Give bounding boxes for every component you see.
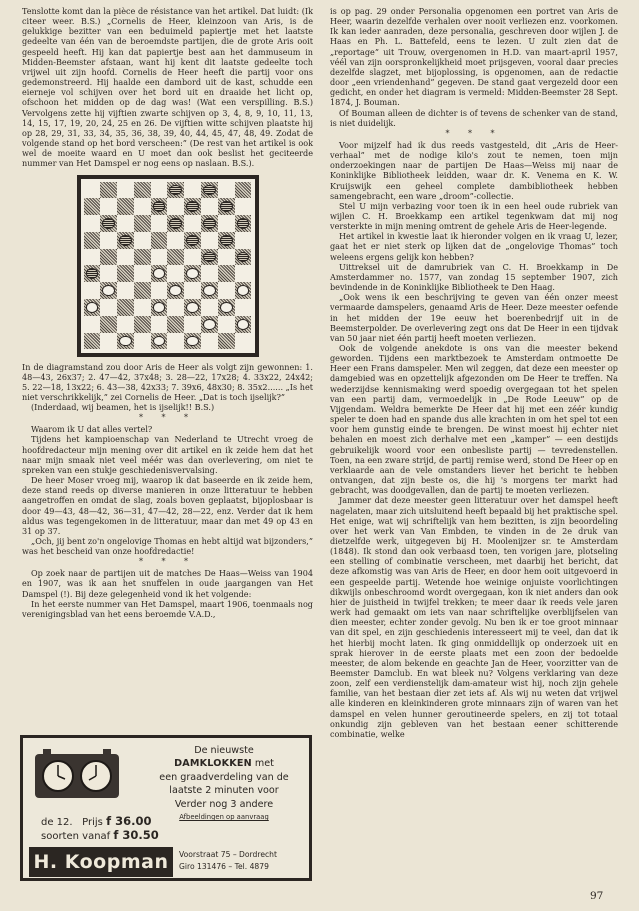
dark-square <box>184 299 201 316</box>
paragraph: Voor mijzelf had ik dus reeds vastgesteld, dit „Aris de Heer-verhaal” met de nodige kilo's zout te nemen, toen mijn onderzoekingen naar de partijen De Haas—Weiss mij naar de Koninklijke Bibliotheek leidden, waar dr. K. Venema en K. W. Kruijswijk een geheel complete dambibliotheek hebben samengebracht, een ware „droom”-collectie. <box>330 139 618 201</box>
light-square <box>84 316 101 333</box>
light-square <box>167 265 184 282</box>
black-piece <box>237 218 250 229</box>
ad-headline: DAMKLOKKEN <box>174 758 252 770</box>
black-piece <box>237 252 250 263</box>
black-piece <box>186 235 199 246</box>
white-piece <box>102 285 115 296</box>
white-piece <box>169 285 182 296</box>
dark-square <box>167 182 184 199</box>
dark-square <box>235 249 252 266</box>
light-square <box>117 249 134 266</box>
dark-square <box>218 198 235 215</box>
section-divider: * * * <box>138 413 197 423</box>
light-square <box>100 232 117 249</box>
white-piece <box>203 319 216 330</box>
paragraph: Of Bouman alleen de dichter is of tevens de schenker van de stand, is niet duidelijk. <box>330 107 618 128</box>
dark-square <box>134 316 151 333</box>
light-square <box>167 232 184 249</box>
ad-note: Afbeeldingen op aanvraag <box>179 813 269 822</box>
paragraph: (Inderdaad, wij beamen, het is ijselijk!! B.S.) <box>31 402 215 413</box>
light-square <box>184 282 201 299</box>
dark-square <box>84 299 101 316</box>
dark-square <box>117 198 134 215</box>
paragraph: Waarom ik U dat alles vertel? <box>31 424 153 435</box>
dark-square <box>235 182 252 199</box>
ad-address: Voorstraat 75 – Dordrecht Giro 131476 – Tel. 4879 <box>179 850 277 871</box>
dark-square <box>218 265 235 282</box>
light-square <box>134 265 151 282</box>
price-value: f 36.00 <box>106 814 152 828</box>
dark-square <box>117 232 134 249</box>
ad-line: Verder nog 3 andere <box>174 798 274 810</box>
ad-line: laatste 2 minuten voor <box>169 785 279 797</box>
light-square <box>235 299 252 316</box>
dark-square <box>201 182 218 199</box>
paragraph: Tenslotte komt dan la pièce de résistance van het artikel. Dat luidt: (Ik citeer weer. B.S.) „Cornelis de Heer, kleinzoon van Aris, is de gelukkige bezitter van een beduimeld papiertje met het laatste gedeelte van één van de beroemdste partijen, die de grote Aris ooit gespeeld heeft. Hij kan dat papiertje best aan het dammuseum in Midden-Beemster afstaan, want hij kent dit laatste gedeelte toch vrijwel uit zijn hoofd. Cornelis de Heer heeft die partij voor ons gedemonstreerd. Hij haalde een dambord uit de kast, schudde een eierneje vol schijven over het bord uit en draaide het licht op, ofschoon het midden op de dag was! (Wat een verspilling. B.S.) Vervolgens zette hij vijftien zwarte schijven op 3, 4, 8, 9, 10, 11, 13, 14, 15, 17, 19, 20, 24, 25 en 26. De vijftien witte schijven plaatste hij op 28, 29, 31, 33, 34, 35, 36, 38, 39, 40, 44, 45, 47, 48, 49. Zodat de volgende stand op het bord verscheen:” (De rest van het artikel is ook wel de moeite waard en U moet dan ook beslist het geciteerde nummer van Het Damspel er nog eens op naslaan. B.S.). <box>22 6 313 169</box>
dark-square <box>100 182 117 199</box>
dark-square <box>218 299 235 316</box>
light-square <box>218 282 235 299</box>
section-divider: * * * <box>138 557 197 567</box>
white-piece <box>203 285 216 296</box>
left-column <box>22 6 313 619</box>
dark-square <box>84 232 101 249</box>
paragraph: In de diagramstand zou door Aris de Heer als volgt zijn gewonnen: 1. 48—43, 26x37; 2. 47—42, 37x48; 3. 28—22, 17x28; 4. 33x22, 24x42; 5. 22—18, 13x22; 6. 43—38, 42x33; 7. 39x6, 48x30; 8. 35x2...... „Is het niet verschrikkelijk,” zei Cornelis de Heer. „Dat is toch ijselijk?” <box>22 361 313 402</box>
light-square <box>184 249 201 266</box>
light-square <box>201 333 218 350</box>
light-square <box>167 299 184 316</box>
light-square <box>201 198 218 215</box>
light-square <box>201 232 218 249</box>
paragraph: Ook de volgende anekdote is ons van die meester bekend geworden. Tijdens een marktbezoek te Amsterdam ontmoette De Heer een Frans damspeler. Men wil zeggen, dat deze een meester op damgebied was en opzettelijk afgezonden om De Heer te treffen. Na wederzijdse kennismaking werd spoedig overgegaan tot het spelen van een partij dam, vermoedelijk in „De Rode Leeuw” op de Vijgendam. Weldra bemerkte De Heer dat hij met een zéér kundig speler te doen had en spande dus alle krachten in om het spel tot een voor hem gunstig einde te brengen. De winst moest hij echter niet behalen en moest zich derhalve met een „kamper” — een destijds gebruikelijk woord voor een onbesliste partij — tevredenstellen. Toen, na een zware strijd, de partij remise werd, stond De Heer op en verklaarde aan de vele omstanders liever het bericht te hebben ontvangen, dat zijn beste os, die hij 's morgens ter markt had gebracht, was doodgevallen, dan de partij te moeten verliezen. <box>330 343 618 496</box>
dark-square <box>201 215 218 232</box>
black-piece <box>203 218 216 229</box>
dark-square <box>117 299 134 316</box>
light-square <box>167 333 184 350</box>
paragraph: Tijdens het kampioenschap van Nederland te Utrecht vroeg de hoofdredacteur mijn mening over dit artikel en ik zeide hem dat het naar mijn smaak niet veel méér was dan overlevering, om niet te spreken van een stukje geschiedenisvervalsing. <box>22 434 313 475</box>
light-square <box>218 316 235 333</box>
chess-clock-icon <box>33 748 121 800</box>
paragraph: „Och, jij bent zo'n ongelovige Thomas en hebt altijd wat bijzonders,” was het bescheid van onze hoofdredactie! <box>22 536 314 557</box>
price-value: f 30.50 <box>113 828 159 842</box>
dark-square <box>151 333 168 350</box>
black-piece <box>169 185 182 196</box>
light-square <box>151 282 168 299</box>
paragraph: Stel U mijn verbazing voor toen ik in een heel oude rubriek van wijlen C. H. Broekkamp een artikel tegenkwam dat mij nog versterkte in mijn mening omtrent de gehele Aris de Heer-legende. <box>330 200 618 232</box>
paragraph: De heer Moser vroeg mij, waarop ik dat baseerde en ik zeide hem, deze stand reeds op diverse manieren in onze litteratuur te hebben aangetroffen en omdat de slag, zoals boven geplaatst, bijoplosbaar is door 49—43, 48—42, 36—31, 47—42, 28—22, enz. Verder dat ik hem aldus was tegengekomen in de litteratuur, maar dan met 49 op 43 en 31 op 37. <box>22 475 313 536</box>
paragraph: In het eerste nummer van Het Damspel, maart 1906, toenmaals nog verenigingsblad van het eens beroemde V.A.D., <box>22 598 313 619</box>
dark-square <box>100 249 117 266</box>
black-piece <box>102 218 115 229</box>
light-square <box>151 215 168 232</box>
paragraph: „Ook wens ik een beschrijving te geven van één onzer meest vermaarde damspelers, genaamd Aris de Heer. Deze meester oefende in het midden der 19e eeuw het boerenbedrijf uit in de Beemsterpolder. De overlevering zegt ons dat De Heer in een tijdvak van 50 jaar niet één partij heeft moeten verliezen. <box>330 292 618 343</box>
right-column <box>330 6 618 739</box>
dark-square <box>151 299 168 316</box>
white-piece <box>86 302 99 313</box>
white-piece <box>220 302 233 313</box>
light-square <box>184 215 201 232</box>
black-piece <box>203 185 216 196</box>
light-square <box>151 182 168 199</box>
light-square <box>235 232 252 249</box>
dark-square <box>151 198 168 215</box>
dark-square <box>218 232 235 249</box>
light-square <box>117 316 134 333</box>
light-square <box>84 182 101 199</box>
black-piece <box>220 235 233 246</box>
light-square <box>201 265 218 282</box>
paragraph: Uittreksel uit de damrubriek van C. H. Broekkamp in De Amsterdammer no. 1577, van zondag 15 september 1907, zich bevindende in de Koninklijke Bibliotheek te Den Haag. <box>330 261 618 293</box>
dark-square <box>184 198 201 215</box>
section-divider: * * * <box>445 128 503 138</box>
dark-square <box>134 249 151 266</box>
light-square <box>134 198 151 215</box>
dark-square <box>235 282 252 299</box>
white-piece <box>186 336 199 347</box>
dark-square <box>100 215 117 232</box>
white-piece <box>119 336 132 347</box>
light-square <box>134 232 151 249</box>
light-square <box>100 299 117 316</box>
dark-square <box>117 265 134 282</box>
light-square <box>151 316 168 333</box>
light-square <box>235 333 252 350</box>
light-square <box>167 198 184 215</box>
black-piece <box>119 235 132 246</box>
dark-square <box>134 282 151 299</box>
dark-square <box>167 316 184 333</box>
black-piece <box>153 201 166 212</box>
light-square <box>218 215 235 232</box>
ad-line: een graadverdeling van de <box>159 771 289 783</box>
ad-line: De nieuwste <box>194 745 254 756</box>
light-square <box>117 215 134 232</box>
dark-square <box>100 282 117 299</box>
light-square <box>134 333 151 350</box>
dark-square <box>201 282 218 299</box>
dark-square <box>184 232 201 249</box>
light-square <box>84 249 101 266</box>
dark-square <box>167 215 184 232</box>
paragraph: Het artikel in kwestie laat ik hieronder volgen en ik vraag U, lezer, gaat het er niet sterk op lijken dat de „ongelovige Thomas” toch weleens ergens gelijk kon hebben? <box>330 231 618 262</box>
light-square <box>151 249 168 266</box>
checkers-diagram <box>22 175 313 357</box>
dark-square <box>201 249 218 266</box>
paragraph: is op pag. 29 onder Personalia opgenomen een portret van Aris de Heer, waarin dezelfde verhalen over nooit verliezen enz. voorkomen. Ik kan ieder aanraden, deze personalia, geschreven door wijlen J. de Haas en Ph. L. Battefeld, eens te lezen. U zult zien dat de „reportage” uit Trouw, overgenomen in H.D. van maart-april 1957, véél van zijn oorspronkelijkheid moet prijsgeven, vooral daar precies dezelfde slagzet, met bijoplossing, is opgenomen, aan de redactie door „een vriendenhand” gegeven. De stand gaat vergezeld door een gedicht, en onder het diagram is vermeld: Midden-Beemster 28 Sept. 1874, J. Bouman. <box>330 6 618 108</box>
dark-square <box>167 282 184 299</box>
black-piece <box>169 218 182 229</box>
dark-square <box>100 316 117 333</box>
black-piece <box>203 252 216 263</box>
light-square <box>134 299 151 316</box>
dark-square <box>134 182 151 199</box>
checkers-board <box>77 175 259 357</box>
dark-square <box>184 333 201 350</box>
white-piece <box>153 302 166 313</box>
light-square <box>184 182 201 199</box>
dark-square <box>84 198 101 215</box>
brand-name: H. Koopman <box>29 847 173 877</box>
light-square <box>100 333 117 350</box>
black-piece <box>220 201 233 212</box>
ad-line: met <box>254 758 274 770</box>
white-piece <box>153 336 166 347</box>
page-number: 97 <box>590 890 604 902</box>
light-square <box>218 182 235 199</box>
black-piece <box>186 201 199 212</box>
light-square <box>184 316 201 333</box>
dark-square <box>117 333 134 350</box>
light-square <box>117 182 134 199</box>
ad-prices: de 12. Prijs f 36.00 soorten vanaf f 30.50 <box>41 814 159 842</box>
ad-text <box>140 744 308 824</box>
light-square <box>235 198 252 215</box>
dark-square <box>201 316 218 333</box>
dark-square <box>134 215 151 232</box>
dark-square <box>84 333 101 350</box>
black-piece <box>86 268 99 279</box>
white-piece <box>153 268 166 279</box>
dark-square <box>218 333 235 350</box>
light-square <box>201 299 218 316</box>
white-piece <box>237 285 250 296</box>
light-square <box>84 215 101 232</box>
dark-square <box>151 265 168 282</box>
dark-square <box>167 249 184 266</box>
dark-square <box>84 265 101 282</box>
dark-square <box>235 316 252 333</box>
light-square <box>218 249 235 266</box>
paragraph: Op zoek naar de partijen uit de matches De Haas—Weiss van 1904 en 1907, was ik aan het snuffelen in oude jaargangen van Het Damspel (!). Bij deze gelegenheid vond ik het volgende: <box>22 568 313 599</box>
light-square <box>235 265 252 282</box>
white-piece <box>186 268 199 279</box>
dark-square <box>151 232 168 249</box>
light-square <box>84 282 101 299</box>
light-square <box>117 282 134 299</box>
dark-square <box>184 265 201 282</box>
paragraph: Jammer dat deze meester geen litteratuur over het damspel heeft nagelaten, maar zich uitsluitend heeft bepaald bij het praktische spel. Het enige, wat wij schriftelijk van hem bezitten, is zijn beoordeling over het werk van Van Embden, te vinden in de 2e druk van dietzelfde werk, uitgegeven bij H. Moolenijzer sr. te Amsterdam (1848). Ik stond dan ook verbaasd toen, ten vorigen jare, plotseling een stelling of combinatie verscheen, met daarbij het bericht, dat deze afkomstig was van Aris de Heer, en door hem ooit uitgevoerd in een gespeelde partij. Wetende hoe weinige onjuiste voorlichtingen dikwijls onbeschroomd wordt overgegaan, kon ik niet anders dan ook hier de juistheid in twijfel trekken; te meer daar ik reeds vele jaren werk had gemaakt om iets van naar schriftelijke overblijfselen van dien meester, echter zonder gevolg. Nu ben ik er toe groot minnaar van dit spel, en zijn geschiedenis interesseert mij te veel, dan dat ik het hierbij mocht laten. Ik ging onmiddellijk op onderzoek uit en sprak hierover in de eerste plaats met een zoon der bedoelde meester, de alom bekende en geachte Jan de Heer, voorzitter van de Beemster Damclub. En wat bleek nu? Volgens verklaring van deze zoon, zelf een verdienstelijk dam-amateur wist hij, noch zijn gehele familie, van het bestaan dier zet iets af. Als wij nu weten dat vrijwel alle kinderen en kleinkinderen grote minnaars zijn of waren van het damspel en velen hunner geroutineerde spelers, en zij tot totaal onkundig zijn gebleven van het bestaan eener schitterende combinatie, welke <box>330 495 618 739</box>
dark-square <box>235 215 252 232</box>
white-piece <box>186 302 199 313</box>
light-square <box>100 198 117 215</box>
light-square <box>100 265 117 282</box>
advertisement <box>20 735 312 881</box>
white-piece <box>237 319 250 330</box>
